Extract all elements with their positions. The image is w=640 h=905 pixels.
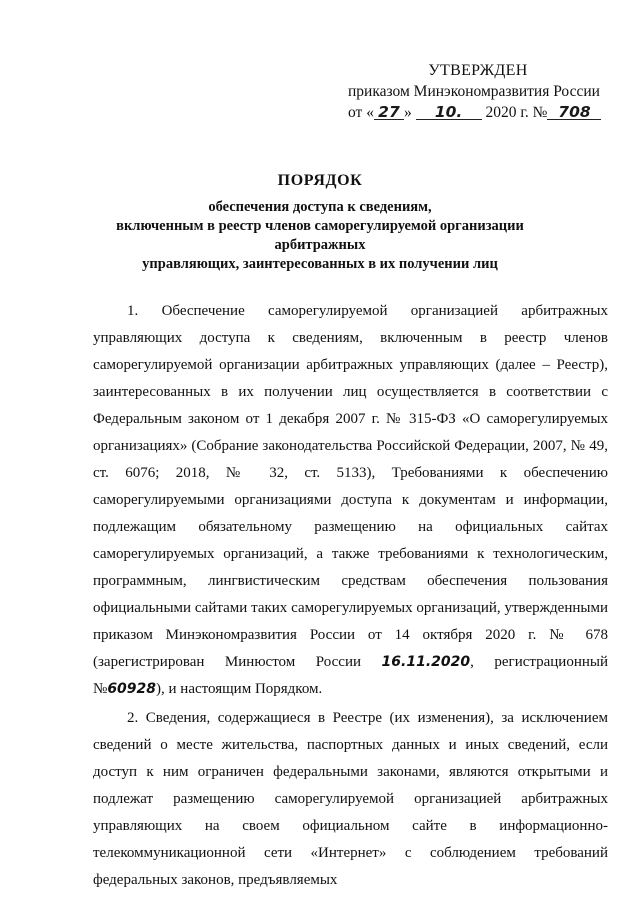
- handwritten-registration-number: 60928: [107, 681, 157, 697]
- handwritten-order-number: 708: [547, 102, 601, 120]
- date-year: 2020 г. №: [485, 104, 548, 121]
- document-body: [93, 298, 608, 894]
- paragraph-1-text-c: ), и настоящим Порядком.: [156, 681, 323, 697]
- paragraph-1-text: 1. Обеспечение саморегулируемой организацией арбитражных управляющих доступа к сведениям, включенным в реестр членов саморегулируемой организации арбитражных управляющих (далее – Реестр), заинтересованных в их получении лиц осуществляется в соответствии с Федеральным законом от 1 декабря 2007 г. № 315-ФЗ «О саморегулируемых организациях» (Собрание законодательства Российской Федерации, 2007, № 49, ст. 6076; 2018, № 32, ст. 5133), Требованиями к обеспечению саморегулируемыми организациями доступа к документам и информации, подлежащим обязательному размещению на официальных сайтах саморегулируемых организаций, а также требованиями к технологическим, программным, лингвистическим средствам обеспечения пользования официальными сайтами таких саморегулируемых организаций, утвержденными приказом Минэкономразвития России от 14 октября 2020 г. № 678 (зарегистрирован Минюстом России: [93, 303, 608, 670]
- approved-heading: УТВЕРЖДЕН: [428, 62, 528, 79]
- document-subtitle: [70, 198, 570, 274]
- handwritten-month: 10.: [416, 102, 482, 120]
- handwritten-day: 27: [374, 102, 404, 120]
- paragraph-1: [93, 298, 608, 703]
- subtitle-line: включенным в реестр членов саморегулируемой организации арбитражных: [116, 218, 524, 253]
- date-mid: »: [403, 104, 412, 121]
- approval-order-line: приказом Минэкономразвития России: [348, 83, 600, 100]
- paragraph-1-text-b: , регистрационный №: [93, 654, 608, 697]
- approval-date-line: [348, 102, 608, 123]
- subtitle-line: управляющих, заинтересованных в их получении лиц: [142, 256, 498, 272]
- subtitle-line: обеспечения доступа к сведениям,: [208, 199, 432, 215]
- document-title: ПОРЯДОК: [277, 172, 363, 189]
- date-prefix: от «: [348, 104, 374, 121]
- handwritten-registration-date: 16.11.2020: [381, 654, 471, 670]
- paragraph-2: 2. Сведения, содержащиеся в Реестре (их изменения), за исключением сведений о месте жительства, паспортных данных и иных сведений, если доступ к ним ограничен федеральными законами, являются открытыми и подлежат размещению саморегулируемой организацией арбитражных управляющих на своем официальном сайте в информационно-телекоммуникационной сети «Интернет» с соблюдением требований федеральных законов, предъявляемых: [93, 710, 608, 888]
- approval-stamp-block: [348, 60, 608, 123]
